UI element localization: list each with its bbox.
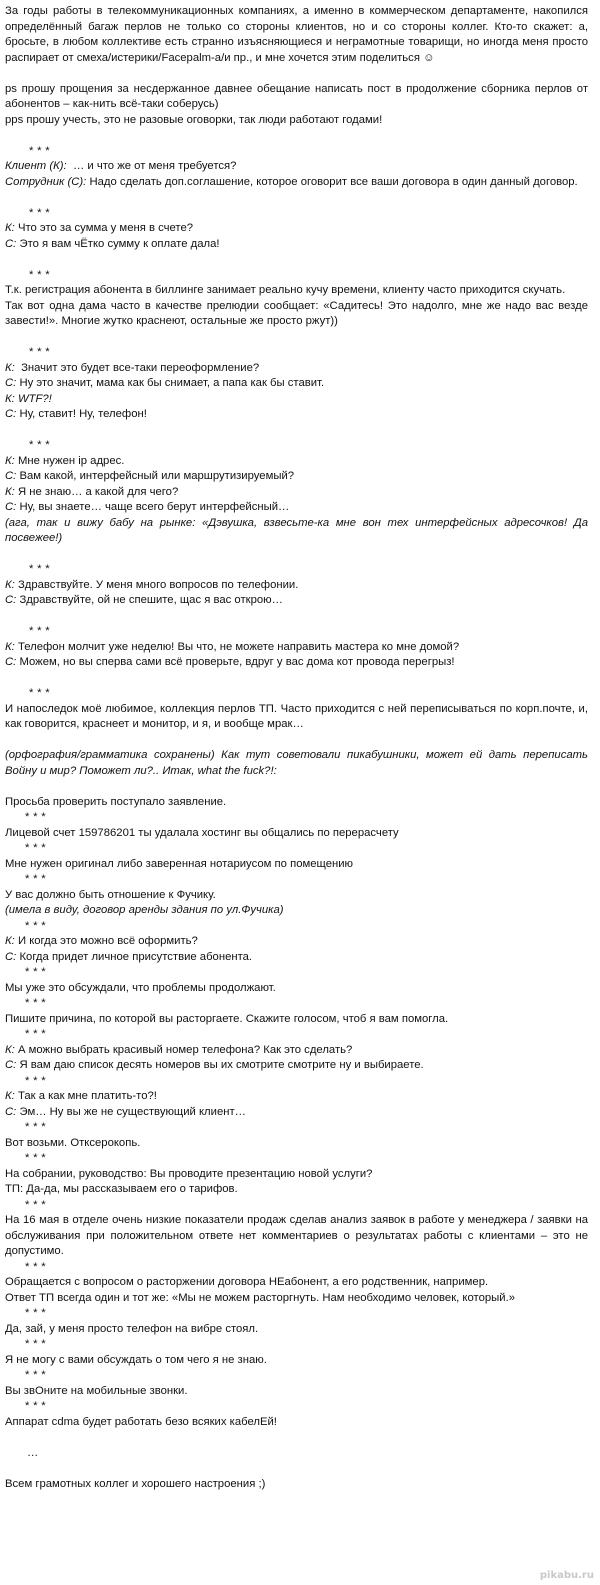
- pps-line: pps прошу учесть, это не разовые оговорки, так люди работают годами!: [5, 113, 383, 126]
- separator-stars: * * *: [25, 1074, 46, 1087]
- dialog-text: … и что же от меня требуется?: [72, 160, 237, 172]
- separator-stars: * * *: [25, 1338, 46, 1350]
- dialog-line: [5, 934, 588, 950]
- dialog-line: [5, 361, 588, 377]
- dialog-line: [5, 593, 588, 609]
- separator-stars: * * *: [25, 966, 46, 978]
- separator-stars: * * *: [29, 563, 50, 575]
- dialog-line: [5, 1058, 588, 1074]
- separator-stars: * * *: [25, 919, 46, 932]
- intro-paragraph: За годы работы в телекоммуникационных компаниях, а именно в коммерческом департаменте, накопился определённый багаж перлов не только со стороны клиентов, но и со стороны коллег. Кто-то скажет: а, бросьте, в любом коллективе есть странно изъясняющиеся и неграмотные товарищи, но иногда меня просто распирает от смеха/истерики/Facepalm-а/и пр., и мне хочется этим поделиться ☺: [5, 5, 588, 64]
- dialog-text: Я не знаю… а какой для чего?: [17, 485, 179, 498]
- speaker-label: С:: [5, 470, 17, 482]
- speaker-label: С:: [5, 594, 17, 606]
- dialog-text: Что это за сумма у меня в счете?: [17, 222, 194, 234]
- dialog-line: [5, 950, 588, 966]
- separator-stars: * * *: [25, 1369, 46, 1381]
- speaker-label: С:: [5, 237, 17, 250]
- tp-quote: Пишите причина, по которой вы расторгаете. Скажите голосом, чтоб я вам помогла.: [5, 1012, 449, 1025]
- dialog-text: Так а как мне платить-то?!: [17, 1090, 157, 1102]
- separator-stars: * * *: [25, 1198, 46, 1211]
- story-paragraph: Т.к. регистрация абонента в биллинге занимает реально кучу времени, клиенту часто приходится скучать.: [5, 284, 566, 296]
- dialog-text: WTF?!: [17, 392, 52, 405]
- author-note: (ага, так и вижу бабу на рынке: «Дэвушка, взвесьте-ка мне вон тех интерфейсных адресочков! Да посвежее!): [5, 516, 588, 544]
- dialog-text: Ну, вы знаете… чаще всего берут интерфейсный…: [19, 501, 290, 513]
- dialog-text: Когда придет личное присутствие абонента.: [19, 950, 253, 963]
- separator-stars: * * *: [29, 346, 50, 358]
- dialog-text: И когда это можно всё оформить?: [17, 935, 198, 947]
- speaker-label: Клиент (К):: [5, 160, 67, 172]
- separator-stars: * * *: [25, 1400, 46, 1412]
- dialog-line: [5, 407, 588, 423]
- speaker-label: К:: [5, 935, 15, 947]
- dialog-line: [5, 485, 588, 501]
- separator-stars: * * *: [29, 206, 50, 219]
- dialog-text: Ну, ставит! Ну, телефон!: [19, 408, 147, 420]
- dialog-line: [5, 221, 588, 237]
- tp-quote: Мне нужен оригинал либо заверенная нотариусом по помещению: [5, 857, 353, 870]
- speaker-label: С:: [5, 408, 17, 420]
- story-paragraph: Так вот одна дама часто в качестве прелюдии сообщает: «Садитесь! Это надолго, мне же надо вас везде завести!». Многие жутко краснеют, остальные же просто ржут)): [5, 299, 588, 327]
- separator-stars: * * *: [25, 811, 46, 823]
- dialog-text: Я вам даю список десять номеров вы их смотрите смотрите ну и выбираете.: [19, 1059, 424, 1071]
- speaker-label: С:: [5, 501, 17, 513]
- tp-quote: Я не могу с вами обсуждать о том чего я не знаю.: [5, 1353, 267, 1366]
- speaker-label: К:: [5, 222, 15, 234]
- separator-stars: * * *: [25, 1028, 46, 1040]
- dialog-text: Здравствуйте, ой не спешите, щас я вас открою…: [19, 594, 283, 606]
- tp-quote: Аппарат cdma будет работать безо всяких кабелЕй!: [5, 1415, 277, 1428]
- dialog-line: [5, 175, 588, 191]
- tp-quote: Мы уже это обсуждали, что проблемы продолжают.: [5, 981, 276, 994]
- tp-quote: На собрании, руководство: Вы проводите презентацию новой услуги?: [5, 1167, 373, 1180]
- separator-stars: * * *: [29, 687, 50, 699]
- separator-stars: * * *: [25, 1121, 46, 1133]
- dialog-text: Надо сделать доп.соглашение, которое оговорит все ваши договора в один данный договор.: [89, 175, 578, 188]
- separator-stars: * * *: [29, 625, 50, 637]
- dialog-line: [5, 159, 588, 175]
- author-note: (орфография/грамматика сохранены) Как тут советовали пикабушники, может ей дать переписать Войну и мир? Поможет ли?.. Итак, what the fuck?!:: [5, 749, 588, 777]
- dialog-line: [5, 376, 588, 392]
- dialog-line: [5, 500, 588, 516]
- separator-stars: * * *: [25, 1260, 46, 1273]
- separator-stars: * * *: [25, 1307, 46, 1319]
- dialog-text: А можно выбрать красивый номер телефона? Как это сделать?: [17, 1043, 353, 1056]
- dialog-line: [5, 1089, 588, 1105]
- tp-quote: Да, зай, у меня просто телефон на вибре стоял.: [5, 1322, 259, 1335]
- ps-line: ps прошу прощения за несдержанное давнее обещание написать пост в продолжение сборника перлов от абонентов – как-нить всё-таки соберусь): [5, 82, 588, 110]
- separator-stars: * * *: [25, 842, 46, 854]
- separator-stars: * * *: [29, 439, 50, 451]
- separator-stars: * * *: [25, 997, 46, 1009]
- tp-quote: Вот возьми. Отксерокопь.: [5, 1136, 141, 1149]
- tp-quote: Обращается с вопросом о расторжении договора НЕабонент, а его родственник, например.: [5, 1276, 489, 1288]
- speaker-label: К:: [5, 392, 15, 405]
- dialog-text: Телефон молчит уже неделю! Вы что, не можете направить мастера ко мне домой?: [17, 640, 460, 653]
- dialog-line: [5, 640, 588, 656]
- separator-stars: * * *: [25, 873, 46, 885]
- story-paragraph: И напоследок моё любимое, коллекция перлов ТП. Часто приходится с ней переписываться по корп.почте, и, как говорится, краснеет и монитор, и я, и вообще мрак…: [5, 702, 588, 730]
- tp-quote: У вас должно быть отношение к Фучику.: [5, 888, 216, 901]
- tp-quote: Лицевой счет 159786201 ты удалала хостинг вы общались по перерасчету: [5, 826, 399, 839]
- dialog-line: [5, 469, 588, 485]
- tp-quote: Ответ ТП всегда один и тот же: «Мы не можем расторгнуть. Нам необходимо человек, который.»: [5, 1291, 516, 1304]
- tp-quote: Вы звОните на мобильные звонки.: [5, 1384, 188, 1397]
- speaker-label: Сотрудник (С):: [5, 175, 87, 188]
- speaker-label: С:: [5, 377, 17, 389]
- ellipsis: …: [27, 1446, 39, 1459]
- separator-stars: * * *: [29, 144, 50, 157]
- speaker-label: С:: [5, 656, 17, 668]
- dialog-line: [5, 578, 588, 594]
- site-watermark: pikabu.ru: [539, 1570, 594, 1581]
- dialog-line: [5, 1105, 588, 1121]
- speaker-label: К:: [5, 1090, 15, 1102]
- dialog-line: [5, 237, 588, 253]
- dialog-text: Это я вам чЁтко сумму к оплате дала!: [19, 237, 220, 250]
- tp-quote: На 16 мая в отделе очень низкие показатели продаж сделав анализ заявок в работе у менеджера / заявки на обслуживания при положительном ответе нет комментариев о результатах работы с клиентами – это не допустимо.: [5, 1214, 588, 1257]
- dialog-text: Ну это значит, мама как бы снимает, а папа как бы ставит.: [19, 377, 325, 389]
- speaker-label: К:: [5, 640, 15, 653]
- dialog-text: Значит это будет все-таки переоформление?: [21, 361, 260, 374]
- dialog-text: Здравствуйте. У меня много вопросов по телефонии.: [17, 578, 299, 591]
- speaker-label: С:: [5, 1105, 17, 1118]
- speaker-label: К:: [5, 578, 15, 591]
- dialog-text: Мне нужен ip адрес.: [17, 454, 125, 467]
- separator-stars: * * *: [25, 1152, 46, 1164]
- dialog-line: [5, 392, 588, 408]
- speaker-label: К:: [5, 454, 15, 467]
- speaker-label: К:: [5, 361, 15, 374]
- dialog-text: Вам какой, интерфейсный или маршрутизируемый?: [19, 470, 295, 482]
- closing-line: Всем грамотных коллег и хорошего настроения ;): [5, 1477, 266, 1490]
- author-note: (имела в виду, договор аренды здания по ул.Фучика): [5, 904, 284, 916]
- speaker-label: К:: [5, 1043, 15, 1056]
- speaker-label: С:: [5, 950, 17, 963]
- dialog-line: [5, 1043, 588, 1059]
- speaker-label: К:: [5, 485, 15, 498]
- speaker-label: С:: [5, 1059, 17, 1071]
- separator-stars: * * *: [29, 268, 50, 281]
- dialog-line: [5, 454, 588, 470]
- dialog-text: Эм… Ну вы же не существующий клиент…: [19, 1105, 246, 1118]
- dialog-text: Можем, но вы сперва сами всё проверьте, вдруг у вас дома кот провода перегрыз!: [19, 656, 455, 668]
- tp-quote: ТП: Да-да, мы рассказываем его о тарифов.: [5, 1183, 238, 1195]
- dialog-line: [5, 655, 588, 671]
- tp-quote: Просьба проверить поступало заявление.: [5, 795, 227, 808]
